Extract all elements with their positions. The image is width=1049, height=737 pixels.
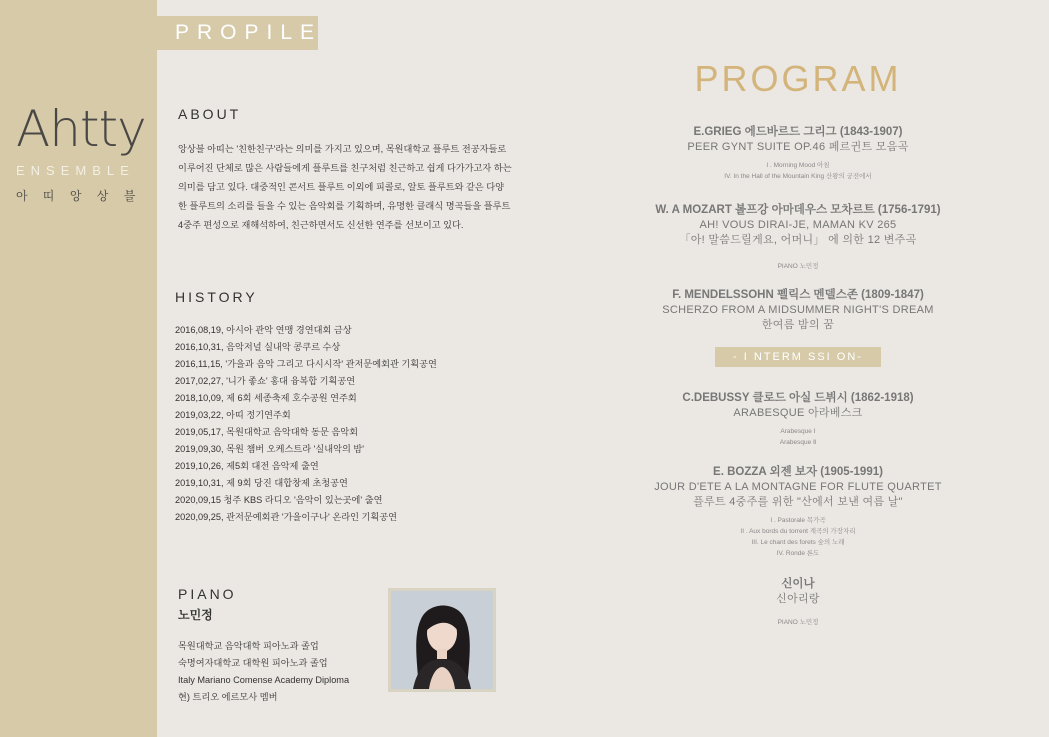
program-section	[648, 55, 948, 628]
work-title-korean: 「아! 말씀드릴게요, 어머니」 에 의한 12 변주곡	[679, 234, 917, 246]
work-title: SCHERZO FROM A MIDSUMMER NIGHT'S DREAM	[662, 304, 934, 316]
pianist-name: 노민정	[178, 608, 213, 622]
work-title-korean: 플루트 4중주를 위한 "산에서 보낸 여름 날"	[693, 496, 903, 508]
program-piece-shin	[648, 577, 948, 628]
intermission-wrap	[648, 347, 948, 367]
history-item: 2018,10,09, 제 6회 세종축제 호수공원 연주회	[175, 393, 357, 403]
program-piece-mozart	[648, 203, 948, 272]
pianist-bio	[178, 638, 349, 706]
program-title: PROGRAM	[694, 58, 902, 99]
composer-name: C.DEBUSSY 클로드 아실 드뷔시 (1862-1918)	[682, 392, 914, 404]
history-item: 2019,05,17, 목원대학교 음악대학 동문 음악회	[175, 427, 358, 437]
composer-name: W. A MOZART 볼프강 아마데우스 모차르트 (1756-1791)	[655, 204, 941, 216]
composer-name: F. MENDELSSOHN 펠릭스 멘델스존 (1809-1847)	[672, 289, 924, 301]
about-line: 4중주 편성으로 재해석하여, 친근하면서도 신선한 연주를 선보이고 있다.	[178, 220, 464, 230]
movement-item: I . Morning Mood 아침	[766, 162, 830, 169]
history-list	[175, 322, 515, 526]
movement-item: IV. Ronde 론도	[776, 550, 820, 557]
composer-name: 신이나	[781, 578, 815, 590]
program-piece-grieg	[648, 125, 948, 182]
movement-item: Arabesque Ⅱ	[779, 439, 817, 446]
about-heading: ABOUT	[178, 106, 242, 122]
pianist-portrait-image	[391, 591, 493, 689]
piano-heading: PIANO	[178, 586, 237, 602]
ensemble-logo: Ahtty	[16, 100, 146, 158]
history-item: 2019,03,22, 아띠 정기연주회	[175, 410, 291, 420]
movement-item: Arabesque Ⅰ	[780, 428, 816, 435]
pianist-photo	[388, 588, 496, 692]
movement-item: III. Le chant des forets 숲의 노래	[751, 539, 845, 546]
composer-name: E. BOZZA 외젠 보자 (1905-1991)	[713, 466, 883, 478]
pianist-bio-item: 숙명여자대학교 대학원 피아노과 졸업	[178, 658, 328, 668]
history-item: 2019,09,30, 목원 챔버 오케스트라 '실내악의 밤'	[175, 444, 365, 454]
sidebar	[0, 0, 157, 737]
ensemble-korean-name: 아 띠 앙 상 블	[16, 189, 142, 203]
program-piece-bozza	[648, 465, 948, 559]
history-item: 2020,09,25, 관저문예회관 '가을이구나' 온라인 기획공연	[175, 512, 398, 522]
work-title-korean: 한여름 밤의 꿈	[761, 319, 835, 331]
movement-item: IV. In the Hall of the Mountain King 산왕의 궁전에서	[724, 173, 872, 180]
ensemble-subtitle: ENSEMBLE	[16, 163, 135, 178]
history-heading: HISTORY	[175, 289, 258, 305]
piece-pianist: PIANO 노민정	[777, 263, 819, 270]
history-item: 2017,02,27, '니가 좋쇼' 홍대 융복합 기획공연	[175, 376, 356, 386]
work-title: JOUR D'ETE A LA MONTAGNE FOR FLUTE QUARTET	[654, 481, 942, 493]
history-item: 2019,10,26, 제5회 대전 음악제 출연	[175, 461, 319, 471]
program-piece-mendelssohn	[648, 288, 948, 333]
piece-pianist: PIANO 노민정	[777, 619, 819, 626]
page-title-tab: PROPILE	[157, 16, 318, 50]
about-line: 앙상블 아띠는 '친한친구'라는 의미를 가지고 있으며, 목원대학교 플루트 전공자들로	[178, 144, 507, 154]
pianist-bio-item: 목원대학교 음악대학 피아노과 졸업	[178, 641, 319, 651]
history-item: 2019,10,31, 제 9회 당진 대합창제 초청공연	[175, 478, 348, 488]
about-line: 이루어진 단체로 많은 사람들에게 플루트를 친구처럼 친근하고 쉽게 다가가고자 하는	[178, 163, 512, 173]
work-title: ARABESQUE 아라베스크	[733, 407, 863, 419]
about-line: 의미를 담고 있다. 대중적인 콘서트 플루트 이외에 피콜로, 알토 플루트와 같은 다양	[178, 182, 505, 192]
work-title: PEER GYNT SUITE OP.46 페르귄트 모음곡	[687, 141, 909, 153]
history-item: 2020,09,15 청주 KBS 라디오 '음악이 있는곳에' 출연	[175, 495, 383, 505]
work-title: 신아리랑	[776, 593, 820, 605]
about-text	[178, 140, 523, 235]
pianist-bio-item: Italy Mariano Comense Academy Diploma	[178, 675, 350, 685]
history-item: 2016,08,19, 아시아 관악 연맹 경연대회 금상	[175, 325, 352, 335]
program-piece-debussy	[648, 391, 948, 448]
history-item: 2016,11,15, '가을과 음악 그리고 다시시작' 관저문예회관 기획공연	[175, 359, 437, 369]
composer-name: E.GRIEG 에드바르드 그리그 (1843-1907)	[693, 126, 903, 138]
history-item: 2016,10,31, 음악저널 실내악 콩쿠르 수상	[175, 342, 341, 352]
intermission-label: - I NTERM SSI ON-	[715, 347, 881, 367]
pianist-bio-item: 현) 트리오 에르모사 멤버	[178, 692, 278, 702]
work-title: AH! VOUS DIRAI-JE, MAMAN KV 265	[699, 219, 897, 231]
about-line: 한 플루트의 소리를 들을 수 있는 음악회를 기획하며, 유명한 클래식 명곡들을 플루트	[178, 201, 511, 211]
movement-item: II . Aux bords du torrent 계곡의 가장자리	[740, 528, 856, 535]
movement-item: I . Pastorale 목가곡	[770, 517, 826, 524]
